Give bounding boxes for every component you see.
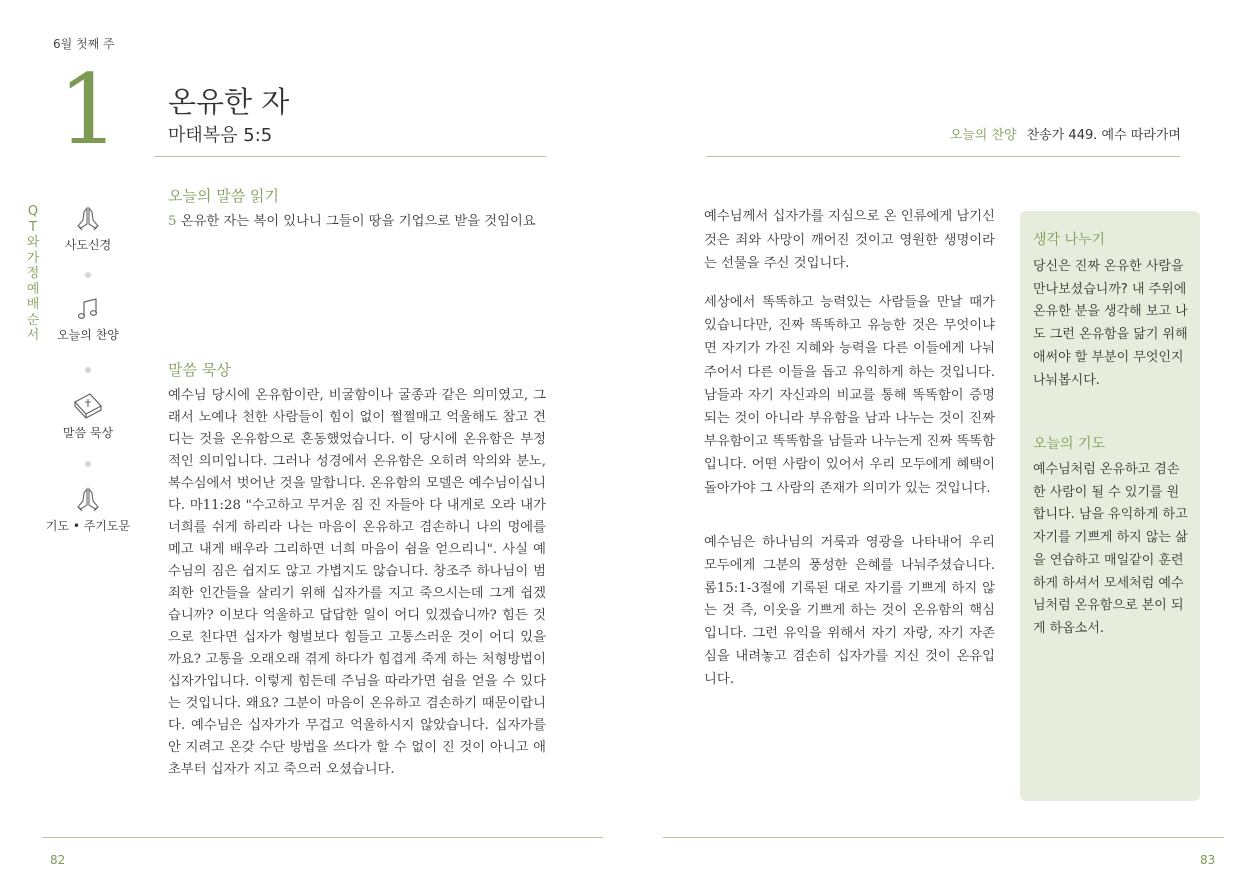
hymn-title: 찬송가 449. 예수 따라가며: [1026, 128, 1181, 143]
hymn-line: [950, 124, 1181, 143]
sidebar-item-label: 말씀 묵상: [62, 426, 114, 440]
sidebar-item-hymn: [38, 296, 138, 343]
verse-block: [168, 211, 546, 234]
share-text: 당신은 진짜 온유한 사람을 만나보셨습니까? 내 주위에 온유한 분을 생각해 보고 나도 그런 온유함을 닮기 위해 애써야 할 부분이 무엇인지 나눠봅시다.: [1033, 259, 1188, 388]
sidebar-divider-dot: [85, 461, 91, 467]
meditation-heading: 말씀 묵상: [168, 361, 231, 379]
praying-hands-icon: [74, 487, 102, 513]
share-heading: 생각 나누기: [1033, 232, 1106, 248]
vertical-order-label: QT와 가정예배 순서: [26, 204, 40, 343]
sidebar-item-prayer: [38, 487, 138, 534]
reading-heading: 오늘의 말씀 읽기: [168, 187, 279, 205]
verse-number: 5: [168, 214, 177, 229]
footer-rule-right: [663, 837, 1224, 838]
bible-icon: [72, 390, 104, 420]
verse-text: 온유한 자는 복이 있나니 그들이 땅을 기업으로 받을 것임이요: [176, 214, 536, 229]
hymn-label: 오늘의 찬양: [949, 128, 1017, 143]
scripture-reference: 마태복음 5:5: [168, 125, 273, 146]
page-number-right: 83: [1200, 853, 1216, 867]
prayer-heading: 오늘의 기도: [1033, 436, 1106, 452]
sidebar-item-label: 사도신경: [64, 238, 112, 252]
sidebar-item-label: 기도 • 주기도문: [45, 519, 131, 533]
body-paragraph: 예수님은 하나님의 거룩과 영광을 나타내어 우리 모두에게 그분의 풍성한 은혜를 나눠주셨습니다. 롬15:1-3절에 기록된 대로 자기를 기쁘게 하지 않는 것 즉, 이웃을 기쁘게 하는 것이 온유함의 핵심입니다. 그런 유익을 위해서 자기 자랑, 자기 자존심을 내려놓고 겸손히 십자가를 지신 것이 온유입니다.: [704, 535, 995, 687]
music-note-icon: [75, 296, 101, 322]
praying-hands-icon: [74, 206, 102, 232]
body-paragraph: 예수님께서 십자가를 지심으로 온 인류에게 남기신 것은 죄와 사망이 깨어진 것이고 영원한 생명이라는 선물을 주신 것입니다.: [704, 209, 995, 271]
title-rule: [154, 156, 546, 157]
sidebar-item-label: 오늘의 찬양: [57, 328, 119, 342]
sidebar-divider-dot: [85, 367, 91, 373]
sidebar-item-meditation: [38, 390, 138, 441]
meditation-paragraph: 예수님 당시에 온유함이란, 비굴함이나 굴종과 같은 의미였고, 그래서 노예나 천한 사람들이 힘이 없이 쩔쩔매고 억울해도 참고 견디는 것을 온유함으로 혼동했었습니다. 이 당시에 온유함은 부정적인 의미입니다. 그러나 성경에서 온유함은 오히려 악의와 분노, 복수심에서 벗어난 것을 말합니다. 온유함의 모델은 예수님이십니다. 마11:28 "수고하고 무거운 짐 진 자들아 다 내게로 오라 내가 너희를 쉬게 하리라 나는 마음이 온유하고 겸손하니 나의 멍에를 메고 내게 배우라 그리하면 너희 마음이 쉼을 얻으리니". 사실 예수님의 짐은 쉽지도 않고 가볍지도 않습니다. 창조주 하나님이 범죄한 인간들을 살리기 위해 십자가를 지고 죽으시는데 그게 쉽겠습니까? 이보다 억울하고 답답한 일이 어디 있겠습니까? 힘든 것으로 친다면 십자가 형벌보다 힘들고 고통스러운 것이 어디 있을까요? 고통을 오래오래 겪게 하다가 힘겹게 죽게 하는 처형방법이 십자가입니다. 이렇게 힘든데 주님을 따라가면 쉼을 얻을 수 있다는 것입니다. 왜요? 그분이 마음이 온유하고 겸손하기 때문이랍니다. 예수님은 십자가가 무겁고 억울하시지 않았습니다. 십자가를 안 지려고 온갖 수단 방법을 쓰다가 할 수 없이 진 것이 아니고 애초부터 십자가 지고 죽으러 오셨습니다.: [168, 388, 546, 777]
week-label: 6월 첫째 주: [53, 37, 115, 51]
page-title: 온유한 자: [168, 85, 290, 119]
sidebar-item-creed: [38, 206, 138, 253]
body-paragraph: 세상에서 똑똑하고 능력있는 사람들을 만날 때가 있습니다만, 진짜 똑똑하고 유능한 것은 무엇이냐면 자기가 가진 지혜와 능력을 다른 이들에게 나눠주어서 다른 이들을 돕고 유익하게 하는 것입니다. 남들과 자기 자신과의 비교를 통해 똑똑함이 증명되는 것이 아니라 부유함을 남과 나누는 것이 진짜 부유함이고 똑똑함을 남들과 나누는게 진짜 똑똑함입니다. 어떤 사람이 있어서 우리 모두에게 혜택이 돌아가야 그 사람의 존재가 의미가 있는 것입니다.: [704, 295, 995, 496]
reflection-box: [1020, 211, 1200, 801]
sidebar-divider-dot: [85, 272, 91, 278]
hymn-rule: [706, 156, 1180, 157]
prayer-text: 예수님처럼 온유하고 겸손한 사람이 될 수 있기를 원합니다. 남을 유익하게 하고 자기를 기쁘게 하지 않는 삶을 연습하고 매일같이 훈련하게 하셔서 모세처럼 예수님처럼 온유함으로 본이 되게 하옵소서.: [1033, 462, 1188, 636]
page-number-left: 82: [50, 853, 66, 867]
footer-rule-left: [42, 837, 603, 838]
day-number: 1: [58, 54, 120, 166]
